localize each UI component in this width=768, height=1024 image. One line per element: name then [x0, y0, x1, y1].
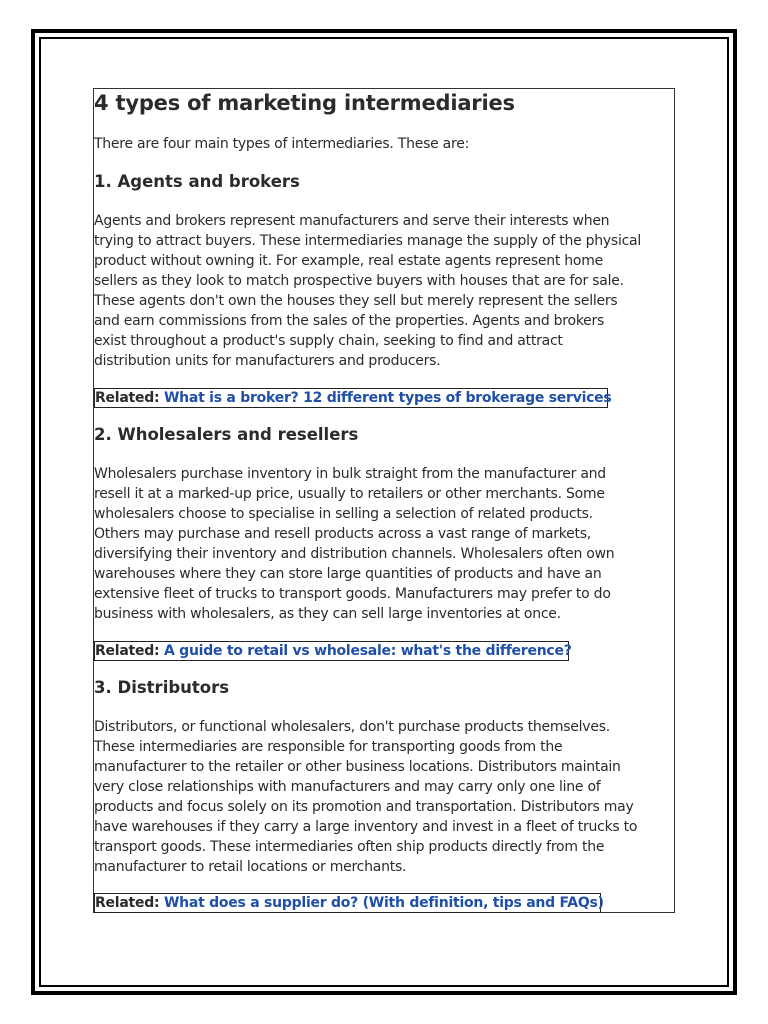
text-line: wholesalers choose to specialise in selling a selection of related products. — [94, 506, 593, 522]
text-line: extensive fleet of trucks to transport goods. Manufacturers may prefer to do — [94, 586, 611, 602]
text-line: transport goods. These intermediaries often ship products directly from the — [94, 839, 605, 855]
text-line: Others may purchase and resell products across a vast range of markets, — [94, 526, 591, 542]
text-line: These intermediaries are responsible for transporting goods from the — [94, 739, 563, 755]
section-paragraph-distributors — [94, 717, 637, 877]
article-content — [93, 88, 675, 913]
text-line: have warehouses if they carry a large inventory and invest in a fleet of trucks to — [94, 819, 638, 835]
text-line: Agents and brokers represent manufacturers and serve their interests when — [94, 213, 610, 229]
text-line: trying to attract buyers. These intermediaries manage the supply of the physical — [94, 233, 642, 249]
related-label: Related: — [95, 643, 160, 659]
text-line: business with wholesalers, as they can sell large inventories at once. — [94, 606, 561, 622]
related-box-agents — [94, 388, 612, 408]
related-box-distributors — [94, 893, 604, 913]
text-line: manufacturer to the retailer or other business locations. Distributors maintain — [94, 759, 621, 775]
section-heading-agents: 1. Agents and brokers — [94, 172, 300, 191]
page-title: 4 types of marketing intermediaries — [94, 91, 515, 115]
text-line: There are four main types of intermediaries. These are: — [94, 136, 470, 152]
text-line: exist throughout a product's supply chain, seeking to find and attract — [94, 333, 563, 349]
text-line: sellers as they look to match prospective buyers with houses that are for sale. — [94, 273, 624, 289]
text-line: distribution units for manufacturers and producers. — [94, 353, 441, 369]
section-paragraph-agents — [94, 211, 641, 371]
text-line: Distributors, or functional wholesalers, don't purchase products themselves. — [94, 719, 610, 735]
text-line: very close relationships with manufacturers and may carry only one line of — [94, 779, 601, 795]
text-line: products and focus solely on its promotion and transportation. Distributors may — [94, 799, 634, 815]
related-link-broker[interactable]: What is a broker? 12 different types of brokerage services — [163, 390, 612, 406]
text-line: resell it at a marked-up price, usually to retailers or other merchants. Some — [94, 486, 605, 502]
section-heading-distributors: 3. Distributors — [94, 678, 230, 697]
related-label: Related: — [95, 895, 160, 911]
text-line: These agents don't own the houses they sell but merely represent the sellers — [94, 293, 618, 309]
section-paragraph-wholesalers — [94, 464, 614, 624]
text-line: and earn commissions from the sales of the properties. Agents and brokers — [94, 313, 605, 329]
text-line: product without owning it. For example, real estate agents represent home — [94, 253, 603, 269]
related-link-retail-vs-wholesale[interactable]: A guide to retail vs wholesale: what's the difference? — [163, 643, 572, 659]
text-line: warehouses where they can store large quantities of products and have an — [94, 566, 602, 582]
text-line: manufacturer to retail locations or merchants. — [94, 859, 407, 875]
related-link-supplier[interactable]: What does a supplier do? (With definition, tips and FAQs) — [163, 895, 604, 911]
related-box-wholesalers — [94, 641, 572, 661]
text-line: Wholesalers purchase inventory in bulk straight from the manufacturer and — [94, 466, 606, 482]
related-label: Related: — [95, 390, 160, 406]
intro-paragraph — [94, 134, 469, 154]
text-line: diversifying their inventory and distribution channels. Wholesalers often own — [94, 546, 615, 562]
section-heading-wholesalers: 2. Wholesalers and resellers — [94, 425, 359, 444]
